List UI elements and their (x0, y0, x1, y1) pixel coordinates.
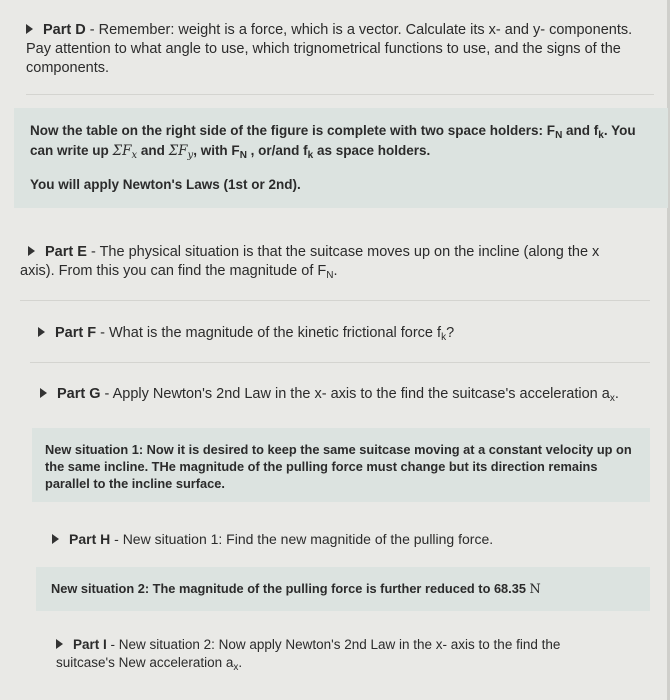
separator: - (104, 386, 110, 402)
part-g-text: Apply Newton's 2nd Law in the x- axis to the find the suitcase's acceleration a (112, 386, 610, 402)
info-line-2: can write up $\Sigma F_x$ and $\Sigma F_y$, with $F_N$ , or/and $f_k$ as space holders. (30, 143, 431, 161)
part-h-text: New situation 1: Find the new magnitide of the pulling force. (122, 531, 494, 547)
divider (30, 362, 650, 363)
expand-arrow-icon[interactable] (52, 534, 59, 544)
part-d[interactable] (26, 21, 654, 78)
part-e[interactable]: Part E - The physical situation is that the suitcase moves up on the incline (along the x axis). From this you can find the magnitude of $F_N$. (20, 244, 600, 281)
info-text: New situation 2: The magnitude of the pulling force is further reduced to 68.35 N (51, 581, 541, 597)
part-g[interactable]: Part G - Apply Newton's 2nd Law in the x- axis to the find the suitcase's acceleration $a_x$. (40, 385, 650, 408)
expand-arrow-icon[interactable] (40, 388, 47, 398)
separator: - (89, 22, 95, 38)
separator: - (90, 244, 96, 260)
sum-fx: ΣF (112, 143, 132, 159)
part-e-label: Part E (45, 244, 87, 260)
info-line-1: Now the table on the right side of the figure is complete with two space holders: $F_N$ and $f_k$. You (30, 123, 636, 141)
part-f[interactable]: Part F - What is the magnitude of the kinetic frictional force $f_k$? (38, 324, 638, 347)
info-box-space-holders (14, 108, 668, 208)
info-box-new-situation-2 (36, 567, 650, 611)
part-i-text: New situation 2: Now apply Newton's 2nd Law in the x- axis to the find the suitcase's New acceleration a (56, 637, 561, 670)
separator: - (110, 637, 116, 652)
info-text: New situation 1: Now it is desired to keep the same suitcase moving at a constant velocity up on the same incline. THe magnitude of the pulling force must change but its direction remains parallel to the incline surface. (45, 442, 632, 491)
part-i[interactable]: Part I - New situation 2: Now apply Newton's 2nd Law in the x- axis to the find the suitcase's New acceleration $a_x$. (56, 637, 561, 673)
separator: - (100, 325, 105, 341)
part-h[interactable] (52, 530, 652, 549)
divider (26, 94, 654, 95)
separator: - (114, 531, 119, 547)
part-d-label: Part D (43, 22, 86, 38)
part-f-label: Part F (55, 325, 97, 341)
part-e-text: The physical situation is that the suitcase moves up on the incline (along the x axis). From this you can find the magnitude of F (20, 244, 600, 279)
part-d-text: Remember: weight is a force, which is a vector. Calculate its x- and y- components. Pay attention to what angle to use, which trignometrical functions to use, and the signs of the components. (26, 22, 633, 76)
expand-arrow-icon[interactable] (38, 327, 45, 337)
sum-fy: ΣF (168, 143, 188, 159)
expand-arrow-icon[interactable] (26, 24, 33, 34)
part-h-label: Part H (69, 531, 111, 547)
expand-arrow-icon[interactable] (28, 246, 35, 256)
part-g-label: Part G (57, 386, 101, 402)
part-f-text: What is the magnitude of the kinetic frictional force f (109, 325, 442, 341)
info-line-3: You will apply Newton's Laws (1st or 2nd). (30, 177, 301, 192)
expand-arrow-icon[interactable] (56, 639, 63, 649)
part-i-label: Part I (73, 637, 107, 652)
info-box-new-situation-1 (32, 428, 650, 502)
divider (20, 300, 650, 301)
